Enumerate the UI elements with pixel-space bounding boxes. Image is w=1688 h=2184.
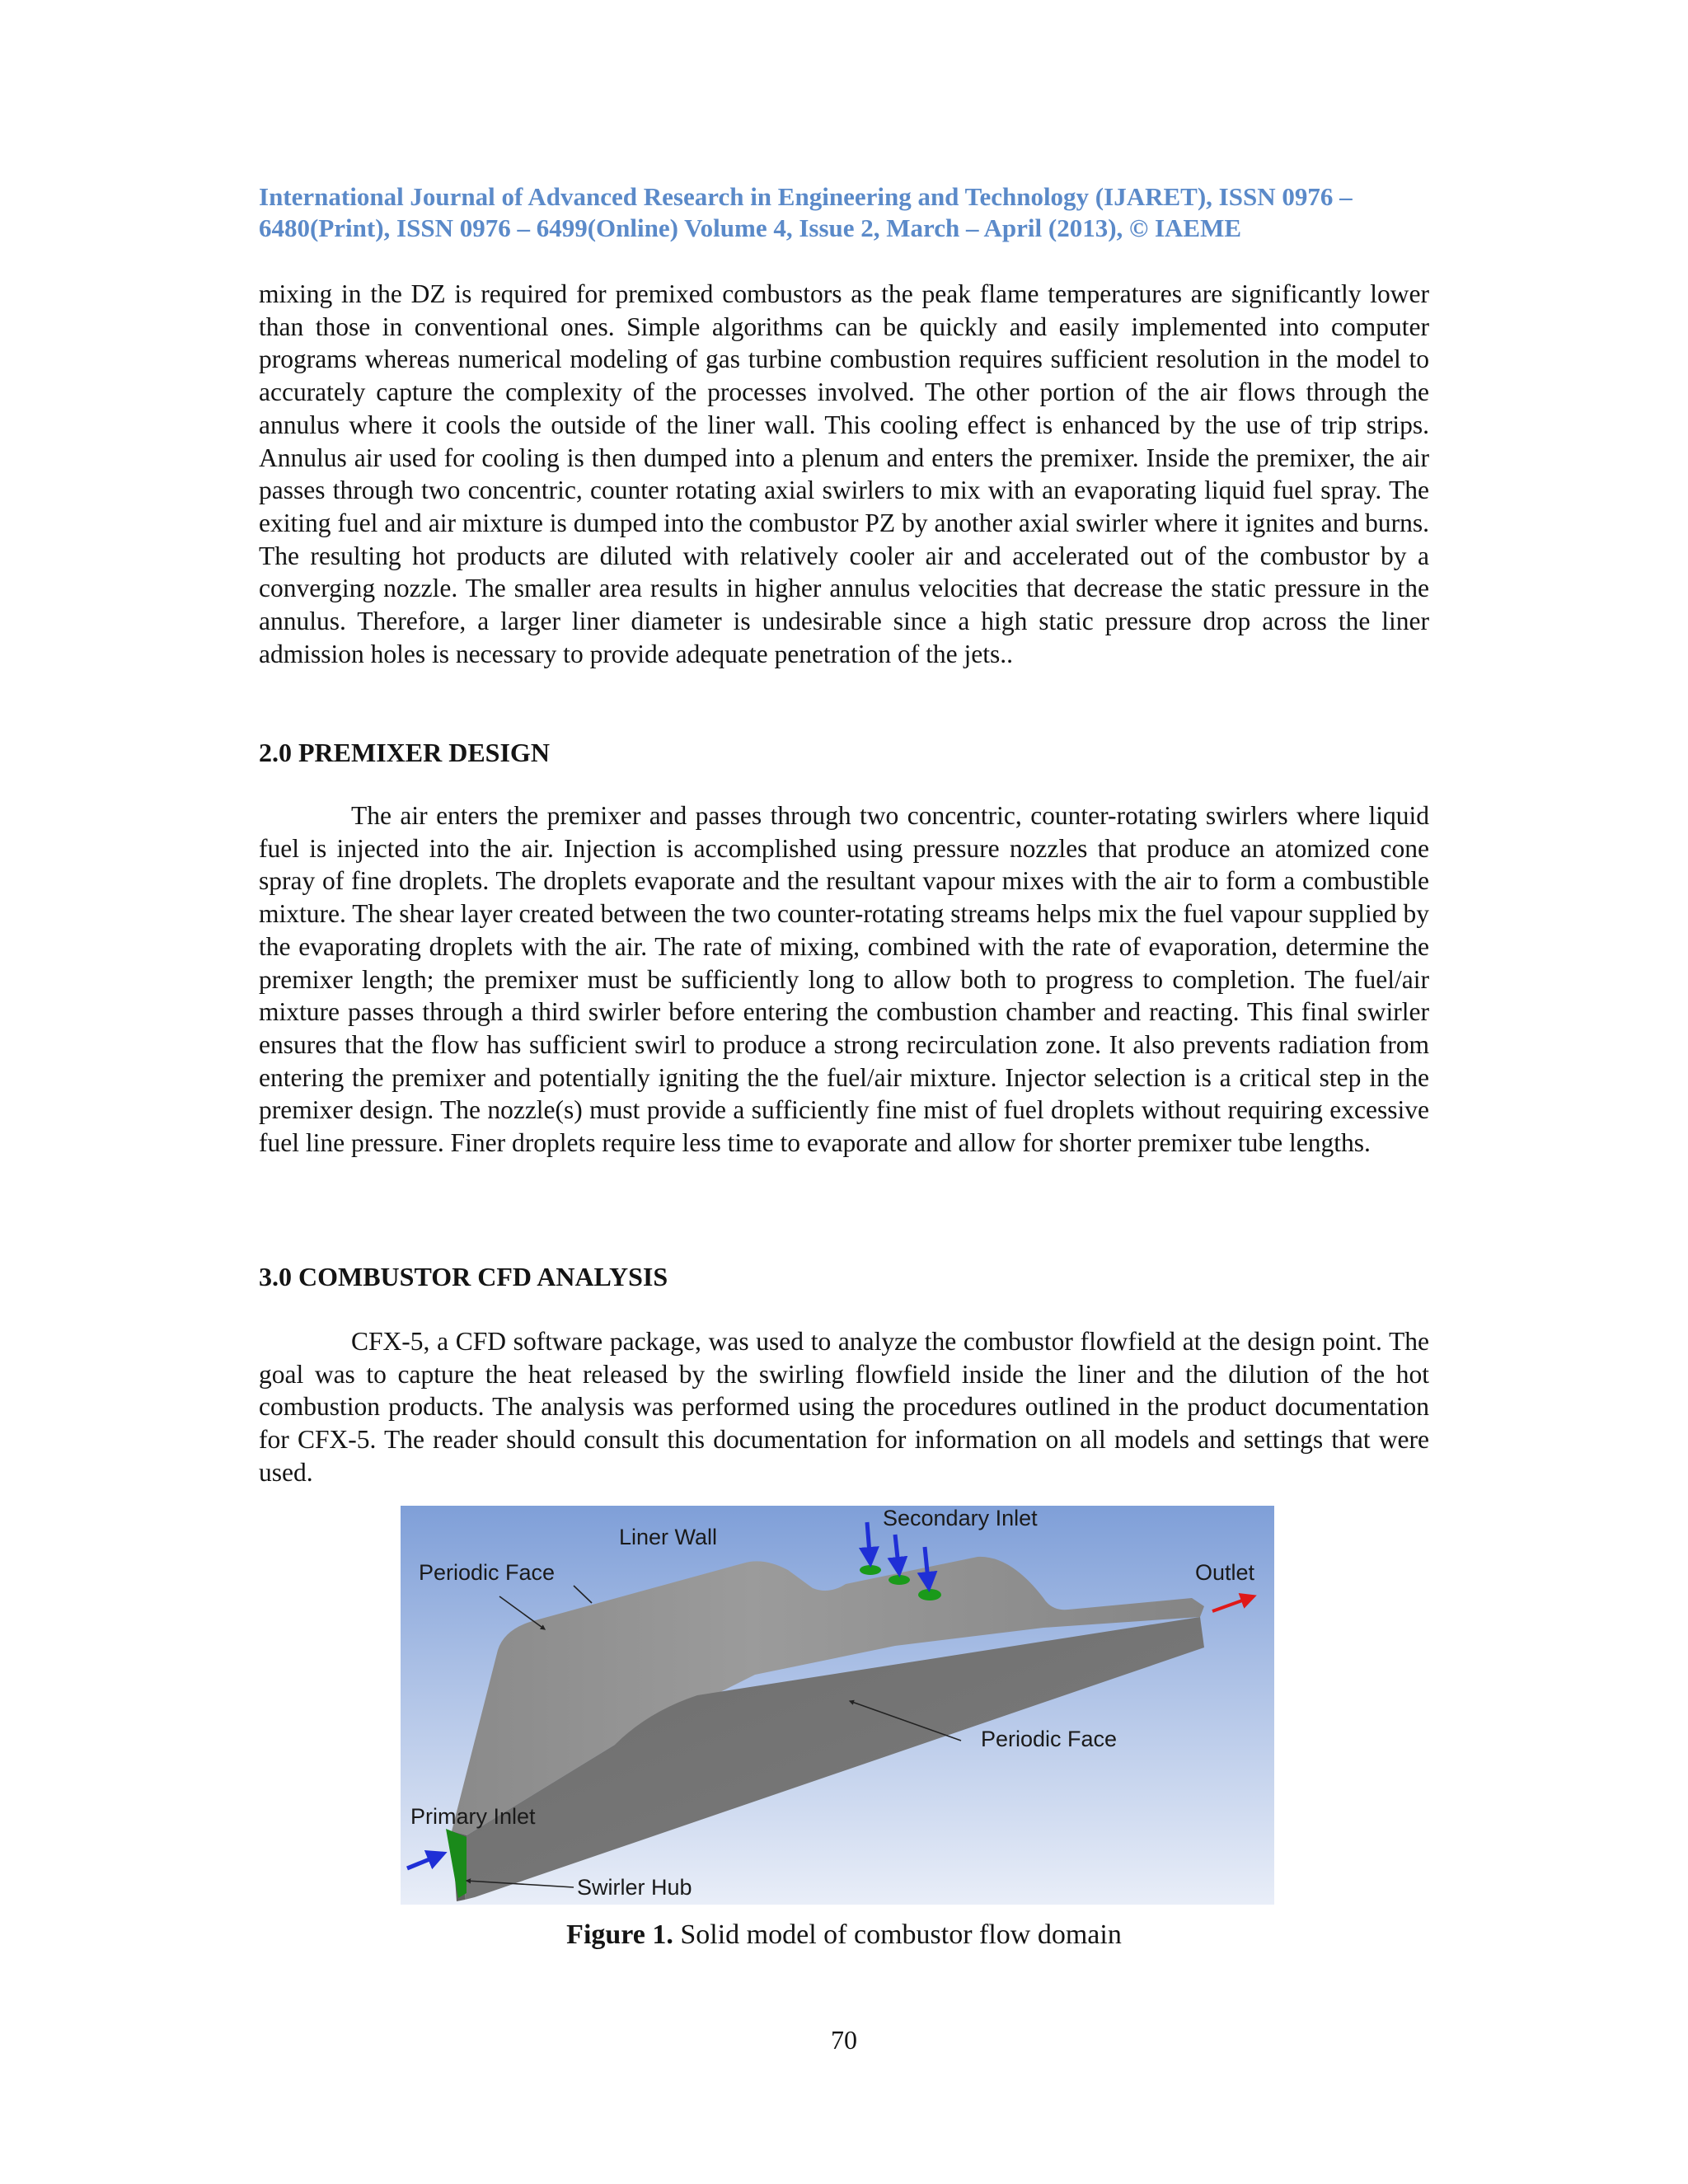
page-number: 70 [831,2025,857,2055]
section-2-heading: 2.0 PREMIXER DESIGN [259,738,550,767]
label-periodic-face-side: Periodic Face [981,1727,1118,1751]
label-liner-wall: Liner Wall [619,1525,718,1549]
figure-1-caption-text: Solid model of combustor flow domain [680,1919,1122,1950]
label-secondary-inlet: Secondary Inlet [883,1506,1038,1530]
label-swirler-hub: Swirler Hub [577,1875,692,1900]
figure-1-caption-label: Figure 1. [566,1919,673,1950]
figure-1-caption [0,1919,1688,1952]
label-outlet: Outlet [1195,1560,1255,1585]
combustor-solid-model [401,1506,1274,1905]
journal-header-line-1: International Journal of Advanced Research in Engineering and Technology (IJARET), ISSN 0976 – [259,182,1353,211]
secondary-inlet-hole-3 [918,1589,941,1601]
intro-body [259,278,1429,670]
section-3-heading: 3.0 COMBUSTOR CFD ANALYSIS [259,1262,668,1291]
section-3-paragraph: CFX-5, a CFD software package, was used to analyze the combustor flowfield at the design point. The goal was to capture the heat released by the swirling flowfield inside the liner and the dilution of the hot combustion products. The analysis was performed using the procedures outlined in the product documentation for CFX-5. The reader should consult this documentation for information on all models and settings that were used. [259,1327,1429,1487]
section-2-body [259,799,1429,1160]
journal-header [259,181,1429,244]
secondary-inlet-hole-2 [889,1575,910,1585]
intro-paragraph: mixing in the DZ is required for premixed combustors as the peak flame temperatures are significantly lower than those in conventional ones. Simple algorithms can be quickly and easily implemented into computer programs whereas numerical modeling of gas turbine combustion requires sufficient resolution in the model to accurately capture the complexity of the processes involved. The other portion of the air flows through the annulus where it cools the outside of the liner wall. This cooling effect is enhanced by the use of trip strips. Annulus air used for cooling is then dumped into a plenum and enters the premixer. Inside the premixer, the air passes through two concentric, counter rotating axial swirlers to mix with an evaporating liquid fuel spray. The exiting fuel and air mixture is dumped into the combustor PZ by another axial swirler where it ignites and burns. The resulting hot products are diluted with relatively cooler air and accelerated out of the combustor by a converging nozzle. The smaller area results in higher annulus velocities that decrease the static pressure in the annulus. Therefore, a larger liner diameter is undesirable since a high static pressure drop across the liner admission holes is necessary to provide adequate penetration of the jets.. [259,279,1429,668]
journal-header-line-2: 6480(Print), ISSN 0976 – 6499(Online) Volume 4, Issue 2, March – April (2013), © IAEME [259,213,1242,242]
label-periodic-face-top: Periodic Face [419,1560,556,1585]
label-primary-inlet: Primary Inlet [410,1804,536,1829]
section-3-body [259,1325,1429,1489]
figure-1 [401,1506,1274,1905]
section-2-paragraph: The air enters the premixer and passes through two concentric, counter-rotating swirlers where liquid fuel is injected into the air. Injection is accomplished using pressure nozzles that produce an atomized cone spray of fine droplets. The droplets evaporate and the resultant vapour mixes with the air to form a combustible mixture. The shear layer created between the two counter-rotating streams helps mix the fuel vapour supplied by the evaporating droplets with the air. The rate of mixing, combined with the rate of evaporation, determine the premixer length; the premixer must be sufficiently long to allow both to progress to completion. The fuel/air mixture passes through a third swirler before entering the combustion chamber and reacting. This final swirler ensures that the flow has sufficient swirl to produce a strong recirculation zone. It also prevents radiation from entering the premixer and potentially igniting the the fuel/air mixture. Injector selection is a critical step in the premixer design. The nozzle(s) must provide a sufficiently fine mist of fuel droplets without requiring excessive fuel line pressure. Finer droplets require less time to evaporate and allow for shorter premixer tube lengths. [259,801,1429,1158]
secondary-inlet-hole-1 [860,1565,881,1575]
